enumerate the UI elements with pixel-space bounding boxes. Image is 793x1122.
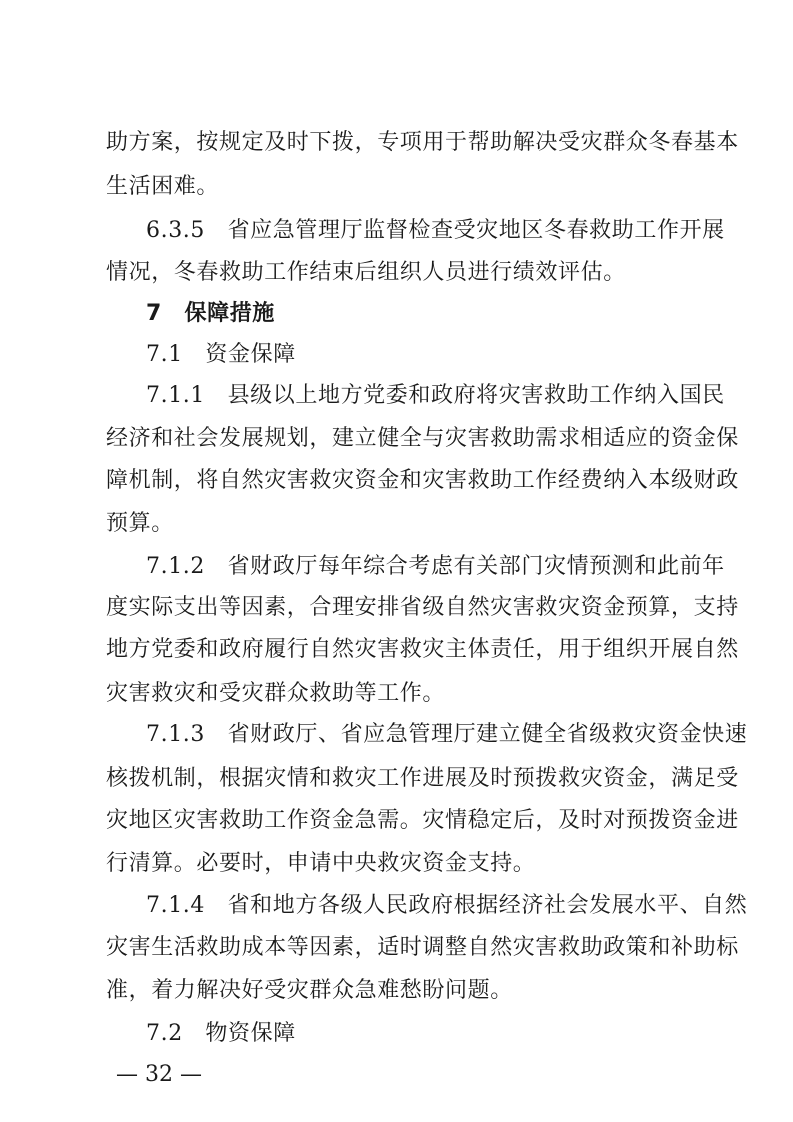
- text-line: 准，着力解决好受灾群众急难愁盼问题。: [106, 978, 513, 1003]
- section-heading-7: 7 保障措施: [146, 301, 275, 326]
- text-line: 度实际支出等因素，合理安排省级自然灾害救灾资金预算，支持: [106, 595, 739, 620]
- section-7-1-1: 7.1.1 县级以上地方党委和政府将灾害救助工作纳入国民: [146, 383, 725, 408]
- text-line: 情况，冬春救助工作结束后组织人员进行绩效评估。: [106, 260, 626, 285]
- section-7-1-3: 7.1.3 省财政厅、省应急管理厅建立健全省级救灾资金快速: [146, 722, 748, 747]
- text-line: 预算。: [106, 511, 174, 536]
- section-7-1-2: 7.1.2 省财政厅每年综合考虑有关部门灾情预测和此前年: [146, 554, 725, 579]
- text-line: 生活困难。: [106, 174, 220, 199]
- section-7-1-4: 7.1.4 省和地方各级人民政府根据经济社会发展水平、自然: [146, 893, 748, 918]
- text-line: 地方党委和政府履行自然灾害救灾主体责任，用于组织开展自然: [106, 637, 739, 662]
- page-number: — 32 —: [116, 1062, 202, 1087]
- section-6-3-5: 6.3.5 省应急管理厅监督检查受灾地区冬春救助工作开展: [146, 218, 725, 243]
- section-heading-7-1: 7.1 资金保障: [146, 342, 296, 367]
- text-line: 灾害救灾和受灾群众救助等工作。: [106, 681, 446, 706]
- text-line: 经济和社会发展规划，建立健全与灾害救助需求相适应的资金保: [106, 426, 739, 451]
- text-line: 障机制，将自然灾害救灾资金和灾害救助工作经费纳入本级财政: [106, 468, 739, 493]
- text-line: 核拨机制，根据灾情和救灾工作进展及时预拨救灾资金，满足受: [106, 766, 739, 791]
- text-line: 行清算。必要时，申请中央救灾资金支持。: [106, 851, 536, 876]
- text-line: 助方案，按规定及时下拨，专项用于帮助解决受灾群众冬春基本: [106, 130, 739, 155]
- text-line: 灾害生活救助成本等因素，适时调整自然灾害救助政策和补助标: [106, 935, 739, 960]
- section-heading-7-2: 7.2 物资保障: [146, 1021, 296, 1046]
- text-line: 灾地区灾害救助工作资金急需。灾情稳定后，及时对预拨资金进: [106, 808, 739, 833]
